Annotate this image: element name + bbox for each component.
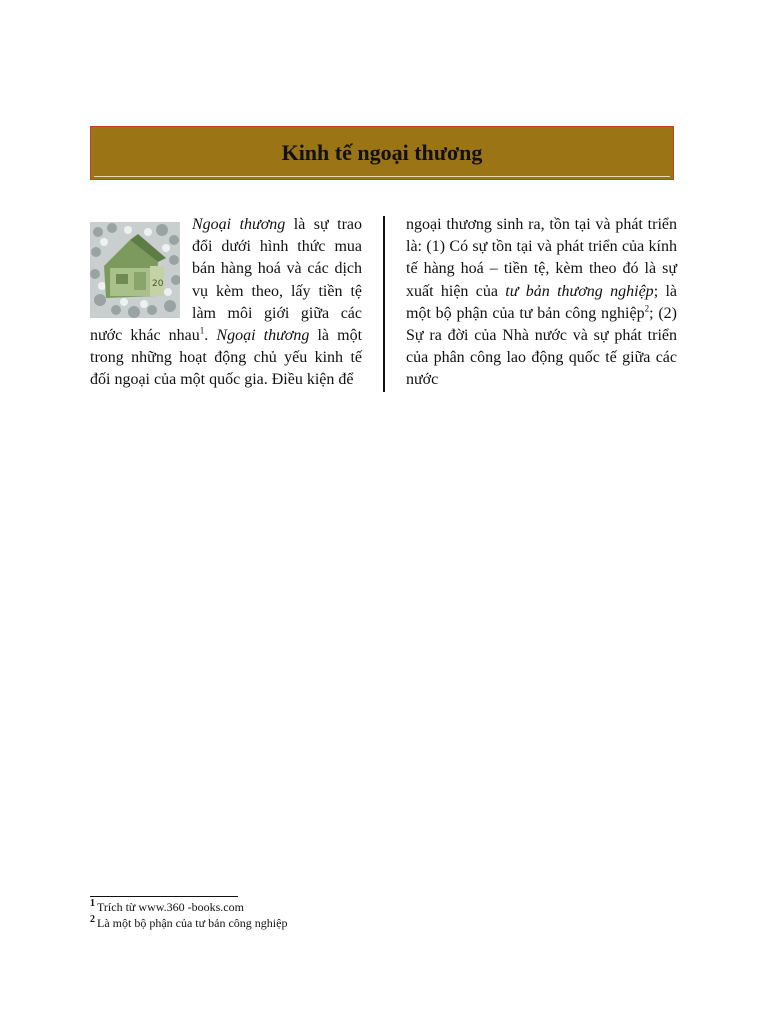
body-text-right-2: ; là một bộ phận của tư bản công nghiệp: [406, 282, 678, 322]
sentence-separator: .: [204, 327, 217, 345]
body-text-right: ngoại thương sinh ra, tồn tại và phát triển là: (1) Có sự tồn tại và phát triển của kính tế hàng hoá – tiền tệ, kèm theo đó là sự xuất hiện của: [406, 216, 677, 300]
footnote-2: $^2$ Là một bộ phận của tư bản công nghiệp: [90, 913, 288, 930]
definition-text: là sự trao đổi dưới hình thức mua bán hàng hoá và các dịch vụ kèm theo, lấy tiền tệ làm môi giới giữa các nước khác nhau: [90, 216, 362, 345]
column-divider: [383, 216, 385, 392]
term-tu-ban-thuong-nghiep: tư bản thương nghiệp: [505, 282, 654, 300]
money-house-icon: [90, 222, 180, 318]
footnote-separator: [90, 896, 238, 897]
left-column: [90, 214, 362, 392]
term-ngoai-thuong: Ngoại thương: [192, 216, 286, 233]
svg-text:20: 20: [152, 279, 164, 289]
right-column: [406, 214, 677, 392]
money-house-image: [90, 222, 180, 318]
body-text: là một trong những hoạt động chủ yếu kinh tế đối ngoại của một quốc gia. Điều kiện để: [90, 327, 363, 389]
title-banner: [90, 126, 674, 180]
footnote-ref-2: 2: [644, 303, 650, 314]
term-ngoai-thuong-2: Ngoại thương: [216, 327, 310, 345]
footnotes: [90, 900, 287, 931]
body-text-right-3: ; (2) Sự ra đời của Nhà nước và sự phát triển của phân công lao động quốc tế giữa các nước: [406, 304, 678, 389]
footnote-1: $^1$ Trích từ www.360 -books.com: [90, 898, 244, 914]
footnote-ref-1: 1: [199, 325, 205, 336]
page-title: Kinh tế ngoại thương: [281, 140, 483, 165]
